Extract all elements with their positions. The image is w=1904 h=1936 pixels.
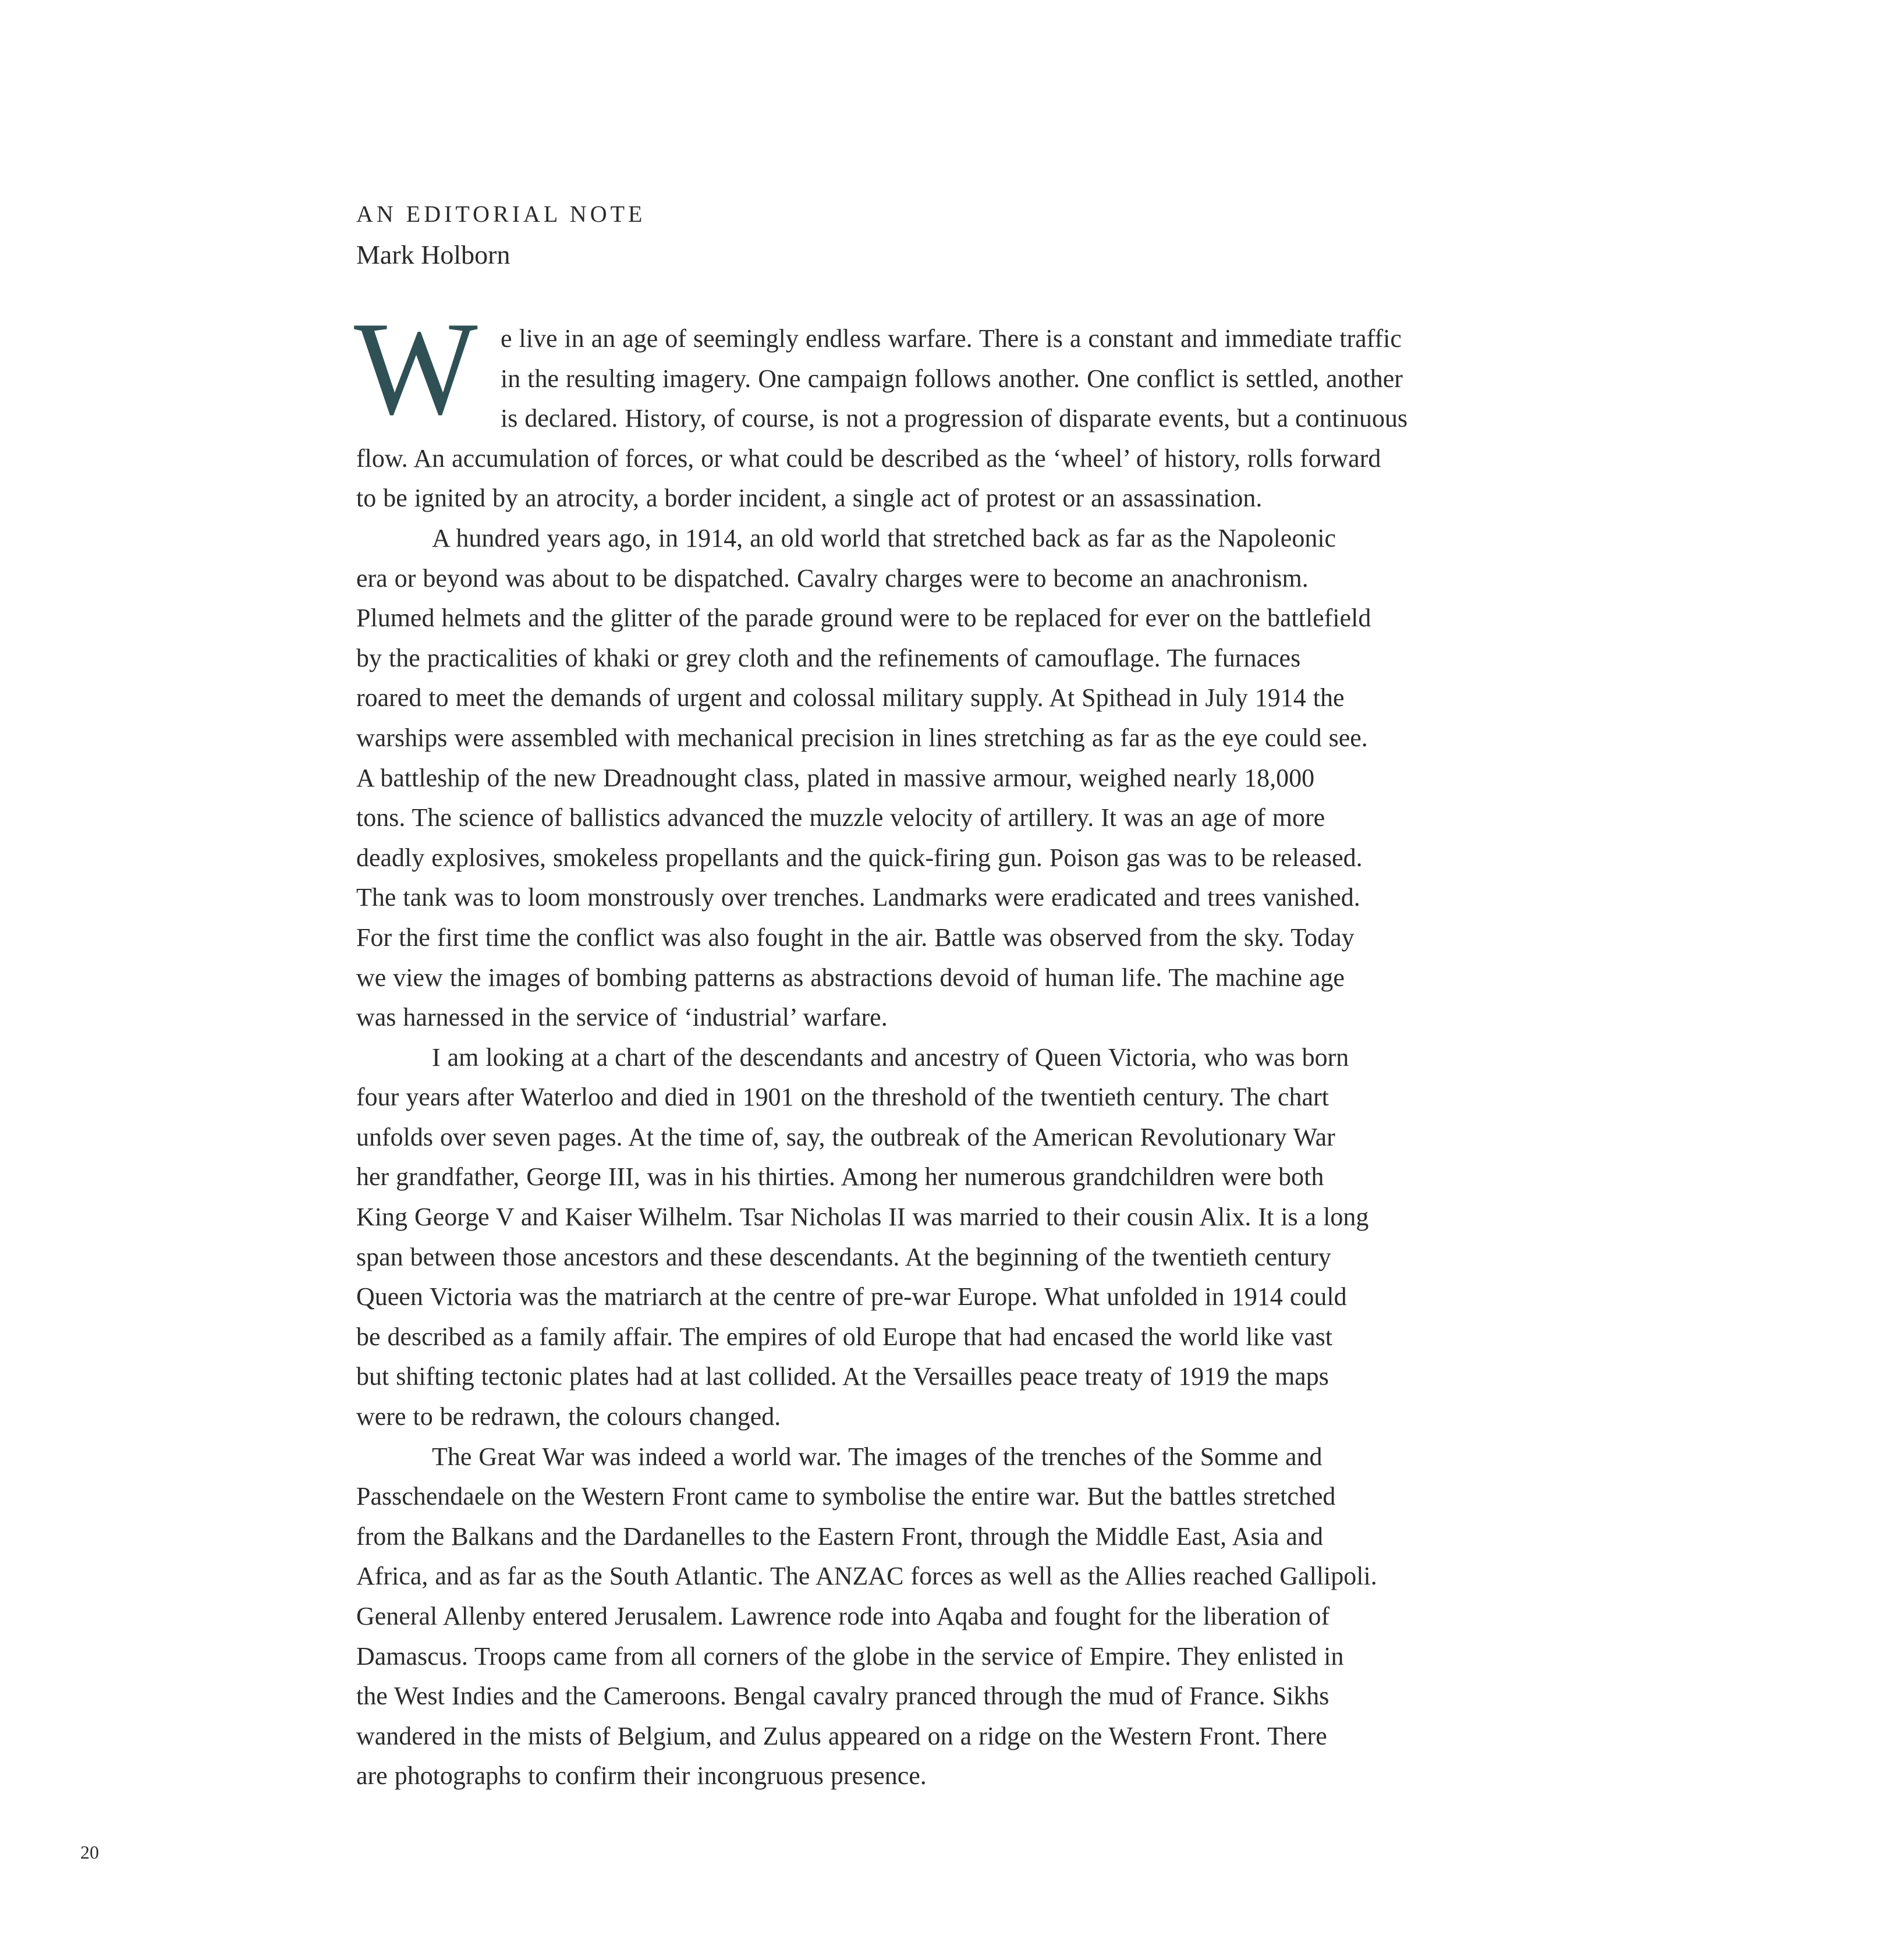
text-line: unfolds over seven pages. At the time of, say, the outbreak of the American Revolutionary War — [356, 1122, 1335, 1151]
text-line: be described as a family affair. The empires of old Europe that had encased the world like vast — [356, 1322, 1333, 1351]
text-line: were to be redrawn, the colours changed. — [356, 1402, 781, 1431]
text-line: A hundred years ago, in 1914, an old world that stretched back as far as the Napoleonic — [432, 523, 1336, 552]
text-line: Africa, and as far as the South Atlantic. The ANZAC forces as well as the Allies reached Gallipoli. — [356, 1562, 1377, 1591]
text-line: General Allenby entered Jerusalem. Lawrence rode into Aqaba and fought for the liberation of — [356, 1602, 1330, 1630]
text-line: the West Indies and the Cameroons. Bengal cavalry pranced through the mud of France. Sikhs — [356, 1682, 1329, 1711]
article-body — [356, 319, 1497, 1796]
text-line: tons. The science of ballistics advanced the muzzle velocity of artillery. It was an age of more — [356, 803, 1325, 832]
text-line: her grandfather, George III, was in his thirties. Among her numerous grandchildren were both — [356, 1162, 1324, 1192]
text-line: is declared. History, of course, is not a progression of disparate events, but a continuous — [501, 404, 1408, 433]
page-number: 20 — [80, 1842, 99, 1863]
text-line: I am looking at a chart of the descendants and ancestry of Queen Victoria, who was born — [432, 1043, 1349, 1072]
text-line: The tank was to loom monstrously over trenches. Landmarks were eradicated and trees vanished. — [356, 883, 1360, 912]
text-line: deadly explosives, smokeless propellants and the quick-firing gun. Poison gas was to be released. — [356, 843, 1363, 872]
text-line: flow. An accumulation of forces, or what could be described as the ‘wheel’ of history, rolls forward — [356, 444, 1381, 473]
text-line: Plumed helmets and the glitter of the parade ground were to be replaced for ever on the battlefield — [356, 604, 1371, 633]
paragraph-4 — [356, 1437, 1497, 1796]
text-line: A battleship of the new Dreadnought class, plated in massive armour, weighed nearly 18,000 — [356, 763, 1315, 792]
text-line: in the resulting imagery. One campaign follows another. One conflict is settled, another — [501, 364, 1403, 393]
author-name: Mark Holborn — [356, 240, 510, 270]
text-line: King George V and Kaiser Wilhelm. Tsar Nicholas II was married to their cousin Alix. It is a long — [356, 1203, 1369, 1232]
text-line: to be ignited by an atrocity, a border incident, a single act of protest or an assassination. — [356, 484, 1263, 513]
text-line: four years after Waterloo and died in 1901 on the threshold of the twentieth century. The chart — [356, 1083, 1329, 1112]
paragraph-1 — [356, 319, 1497, 519]
text-line: warships were assembled with mechanical precision in lines stretching as far as the eye could see. — [356, 723, 1368, 752]
text-line: we view the images of bombing patterns as abstractions devoid of human life. The machine age — [356, 963, 1345, 992]
text-line: was harnessed in the service of ‘industrial’ warfare. — [356, 1003, 888, 1032]
paragraph-3 — [356, 1038, 1497, 1437]
text-line: Damascus. Troops came from all corners of the globe in the service of Empire. They enlisted in — [356, 1641, 1344, 1671]
text-line: Queen Victoria was the matriarch at the centre of pre-war Europe. What unfolded in 1914 could — [356, 1282, 1347, 1311]
text-line: span between those ancestors and these descendants. At the beginning of the twentieth century — [356, 1242, 1331, 1271]
text-line: wandered in the mists of Belgium, and Zulus appeared on a ridge on the Western Front. There — [356, 1721, 1327, 1750]
text-line: The Great War was indeed a world war. The images of the trenches of the Somme and — [432, 1442, 1322, 1471]
text-line: but shifting tectonic plates had at last collided. At the Versailles peace treaty of 1919 the maps — [356, 1362, 1329, 1391]
text-line: from the Balkans and the Dardanelles to the Eastern Front, through the Middle East, Asia and — [356, 1522, 1323, 1551]
text-line: by the practicalities of khaki or grey cloth and the refinements of camouflage. The furnaces — [356, 643, 1301, 672]
text-line: Passchendaele on the Western Front came to symbolise the entire war. But the battles stretched — [356, 1482, 1336, 1511]
text-line: e live in an age of seemingly endless warfare. There is a constant and immediate traffic — [501, 324, 1402, 353]
section-heading: AN EDITORIAL NOTE — [356, 201, 646, 227]
text-line: era or beyond was about to be dispatched. Cavalry charges were to become an anachronism. — [356, 563, 1309, 593]
text-line: are photographs to confirm their incongruous presence. — [356, 1761, 927, 1790]
paragraph-2 — [356, 519, 1497, 1038]
text-line: For the first time the conflict was also fought in the air. Battle was observed from the sky. Today — [356, 923, 1355, 952]
drop-cap: W — [354, 294, 478, 442]
text-line: roared to meet the demands of urgent and colossal military supply. At Spithead in July 1914 the — [356, 683, 1345, 712]
